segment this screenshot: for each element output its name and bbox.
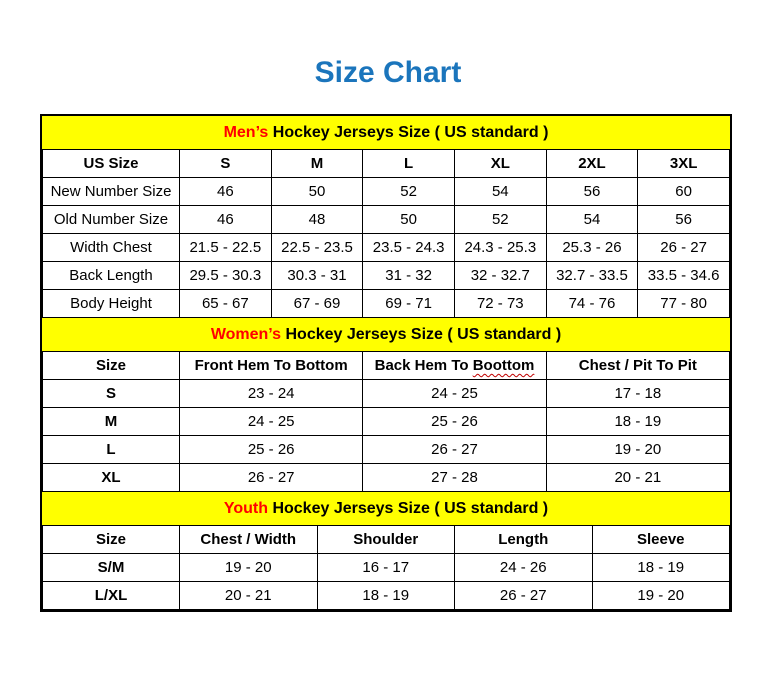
size-value-cell: 54 bbox=[454, 178, 546, 206]
youth-size-table bbox=[42, 525, 730, 610]
size-value-cell: 31 - 32 bbox=[363, 262, 455, 290]
size-value-cell: 74 - 76 bbox=[546, 290, 638, 318]
row-label: New Number Size bbox=[43, 178, 180, 206]
size-value-cell: 50 bbox=[271, 178, 363, 206]
table-row bbox=[43, 554, 730, 582]
size-value-cell: 25 - 26 bbox=[363, 408, 546, 436]
size-value-cell: 33.5 - 34.6 bbox=[638, 262, 730, 290]
size-value-cell: 26 - 27 bbox=[363, 436, 546, 464]
size-value-cell: 19 - 20 bbox=[592, 582, 730, 610]
column-header: US Size bbox=[43, 150, 180, 178]
size-value-cell: 46 bbox=[180, 206, 272, 234]
mens-header-row bbox=[43, 150, 730, 178]
table-row bbox=[43, 234, 730, 262]
size-value-cell: 29.5 - 30.3 bbox=[180, 262, 272, 290]
size-value-cell: 27 - 28 bbox=[363, 464, 546, 492]
size-value-cell: 69 - 71 bbox=[363, 290, 455, 318]
size-value-cell: 20 - 21 bbox=[180, 582, 318, 610]
column-header: Front Hem To Bottom bbox=[180, 352, 363, 380]
size-value-cell: 32.7 - 33.5 bbox=[546, 262, 638, 290]
row-label: Back Length bbox=[43, 262, 180, 290]
womens-banner-text: Hockey Jerseys Size ( US standard ) bbox=[281, 326, 562, 343]
size-value-cell: 32 - 32.7 bbox=[454, 262, 546, 290]
youth-banner-highlight: Youth bbox=[223, 500, 268, 517]
size-value-cell: 20 - 21 bbox=[546, 464, 729, 492]
row-label: L bbox=[43, 436, 180, 464]
column-header: Length bbox=[455, 526, 593, 554]
row-label: XL bbox=[43, 464, 180, 492]
row-label: S/M bbox=[43, 554, 180, 582]
size-value-cell: 50 bbox=[363, 206, 455, 234]
size-value-cell: 23.5 - 24.3 bbox=[363, 234, 455, 262]
column-header: Size bbox=[43, 526, 180, 554]
table-row bbox=[43, 262, 730, 290]
size-value-cell: 26 - 27 bbox=[180, 464, 363, 492]
size-value-cell: 18 - 19 bbox=[546, 408, 729, 436]
row-label: L/XL bbox=[43, 582, 180, 610]
size-value-cell: 54 bbox=[546, 206, 638, 234]
size-value-cell: 72 - 73 bbox=[454, 290, 546, 318]
mens-banner-highlight: Men’s bbox=[223, 124, 269, 141]
size-value-cell: 48 bbox=[271, 206, 363, 234]
mens-size-table bbox=[42, 149, 730, 318]
size-value-cell: 67 - 69 bbox=[271, 290, 363, 318]
size-value-cell: 22.5 - 23.5 bbox=[271, 234, 363, 262]
mens-section-banner bbox=[42, 116, 730, 149]
table-row bbox=[43, 464, 730, 492]
size-value-cell: 77 - 80 bbox=[638, 290, 730, 318]
size-value-cell: 24 - 25 bbox=[180, 408, 363, 436]
size-value-cell: 65 - 67 bbox=[180, 290, 272, 318]
mens-banner-text: Hockey Jerseys Size ( US standard ) bbox=[268, 124, 549, 141]
size-value-cell: 25 - 26 bbox=[180, 436, 363, 464]
size-value-cell: 17 - 18 bbox=[546, 380, 729, 408]
size-value-cell: 52 bbox=[454, 206, 546, 234]
size-value-cell: 26 - 27 bbox=[455, 582, 593, 610]
column-header: Chest / Pit To Pit bbox=[546, 352, 729, 380]
size-value-cell: 56 bbox=[546, 178, 638, 206]
youth-banner-text: Hockey Jerseys Size ( US standard ) bbox=[268, 500, 549, 517]
size-value-cell: 26 - 27 bbox=[638, 234, 730, 262]
table-row bbox=[43, 408, 730, 436]
table-row bbox=[43, 178, 730, 206]
size-value-cell: 30.3 - 31 bbox=[271, 262, 363, 290]
size-value-cell: 16 - 17 bbox=[317, 554, 455, 582]
table-row bbox=[43, 380, 730, 408]
row-label: M bbox=[43, 408, 180, 436]
womens-header-row bbox=[43, 352, 730, 380]
size-value-cell: 56 bbox=[638, 206, 730, 234]
size-value-cell: 24 - 26 bbox=[455, 554, 593, 582]
page-title: Size Chart bbox=[314, 56, 462, 89]
size-chart bbox=[40, 114, 732, 612]
table-row bbox=[43, 436, 730, 464]
column-header: Chest / Width bbox=[180, 526, 318, 554]
column-header: 2XL bbox=[546, 150, 638, 178]
column-header: Size bbox=[43, 352, 180, 380]
row-label: S bbox=[43, 380, 180, 408]
size-value-cell: 18 - 19 bbox=[317, 582, 455, 610]
youth-section-banner bbox=[42, 492, 730, 525]
size-value-cell: 24 - 25 bbox=[363, 380, 546, 408]
size-value-cell: 52 bbox=[363, 178, 455, 206]
size-value-cell: 24.3 - 25.3 bbox=[454, 234, 546, 262]
size-value-cell: 25.3 - 26 bbox=[546, 234, 638, 262]
size-value-cell: 19 - 20 bbox=[546, 436, 729, 464]
table-row bbox=[43, 206, 730, 234]
womens-section-banner bbox=[42, 318, 730, 351]
table-row bbox=[43, 582, 730, 610]
row-label: Width Chest bbox=[43, 234, 180, 262]
column-header: 3XL bbox=[638, 150, 730, 178]
size-value-cell: 60 bbox=[638, 178, 730, 206]
womens-size-table bbox=[42, 351, 730, 492]
table-row bbox=[43, 290, 730, 318]
column-header: Sleeve bbox=[592, 526, 730, 554]
size-value-cell: 21.5 - 22.5 bbox=[180, 234, 272, 262]
column-header: S bbox=[180, 150, 272, 178]
youth-header-row bbox=[43, 526, 730, 554]
column-header: Back Hem To Boottom bbox=[363, 352, 546, 380]
column-header: L bbox=[363, 150, 455, 178]
misspelled-word: Boottom bbox=[472, 357, 535, 374]
size-value-cell: 19 - 20 bbox=[180, 554, 318, 582]
size-value-cell: 18 - 19 bbox=[592, 554, 730, 582]
column-header: Shoulder bbox=[317, 526, 455, 554]
row-label: Old Number Size bbox=[43, 206, 180, 234]
size-value-cell: 23 - 24 bbox=[180, 380, 363, 408]
column-header: XL bbox=[454, 150, 546, 178]
womens-banner-highlight: Women’s bbox=[210, 326, 282, 343]
column-header: M bbox=[271, 150, 363, 178]
row-label: Body Height bbox=[43, 290, 180, 318]
size-value-cell: 46 bbox=[180, 178, 272, 206]
